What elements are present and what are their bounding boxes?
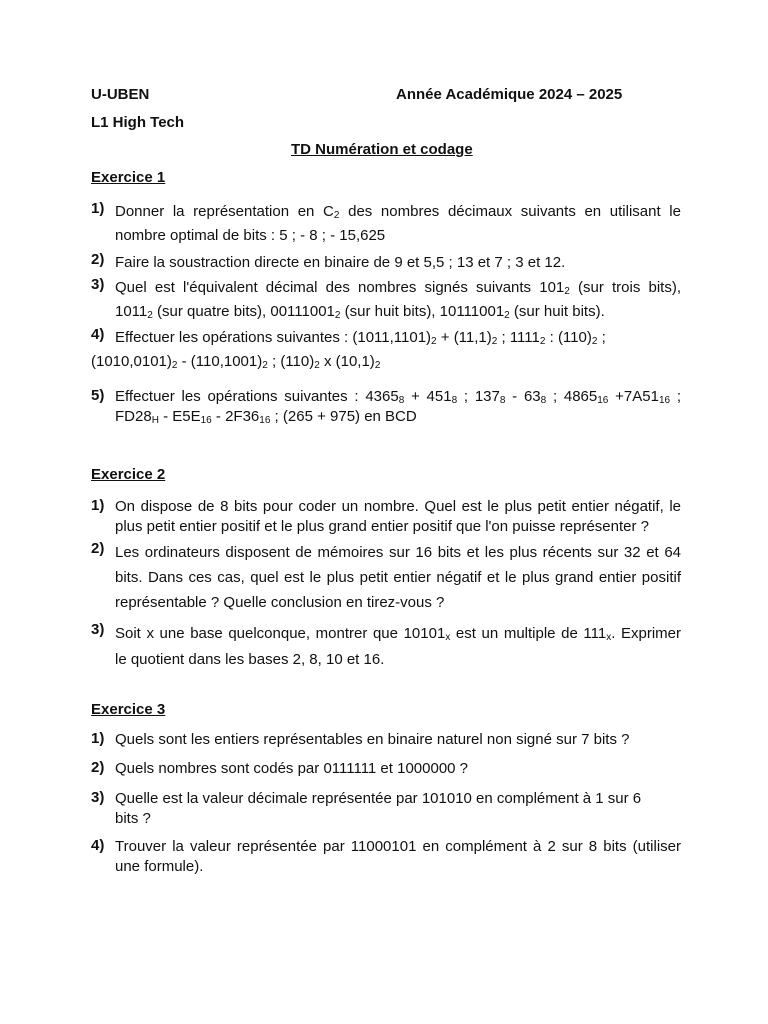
- exercise-3-item-4: [91, 837, 681, 877]
- item-number: 2): [91, 540, 105, 557]
- item-text: Quelle est la valeur décimale représentée par 101010 en complément à 1 sur 6 bits ?: [115, 790, 642, 827]
- item-number: 3): [91, 621, 105, 638]
- item-number: 2): [91, 251, 105, 268]
- item-text: Les ordinateurs disposent de mémoires sur 16 bits et les plus récents sur 32 et 64 bits. Dans ces cas, quel est le plus petit entier négatif et le plus grand entier positif représentable ? Quelle conclusion en tirez-vous ?: [115, 544, 681, 611]
- exercise-3-item-3: [91, 789, 681, 829]
- item-number: 4): [91, 837, 105, 854]
- exercise-2-item-1: [91, 497, 681, 537]
- item-text: Quels sont les entiers représentables en binaire naturel non signé sur 7 bits ?: [115, 731, 630, 748]
- exercise-1-item-4-continued: $(1010,0101)_2 - (110,1001)_2$ ; $(110)_2$ x $(10,1)_2$: [91, 353, 381, 371]
- item-number: 2): [91, 759, 105, 776]
- item-number: 1): [91, 200, 105, 217]
- item-text: Quels nombres sont codés par 0111111 et 1000000 ?: [115, 760, 469, 777]
- exercise-1-item-4: [91, 326, 681, 350]
- class-level: L1 High Tech: [91, 114, 185, 131]
- item-text: Effectuer les opérations suivantes : $4365_8 + 451_8$ ; $137_8 - 63_8$ ; $4865_{16} +7A51_{16}$ ; $FD28_H - E5E_{16} - 2F36_{16}$ ; (265 + 975) en BCD: [115, 388, 681, 426]
- exercise-1-item-2: [91, 251, 681, 275]
- item-number: 3): [91, 789, 105, 806]
- item-text: Donner la représentation en $C_2$ des nombres décimaux suivants en utilisant le nombre optimal de bits : 5 ; - 8 ; - 15,625: [115, 203, 681, 244]
- exercise-3-item-2: [91, 759, 681, 779]
- exercise-3-item-1: [91, 730, 681, 750]
- exercise-2-item-3: [91, 621, 681, 673]
- item-number: 3): [91, 276, 105, 293]
- exercise-1-item-5: [91, 387, 681, 427]
- exercise-1-item-1: [91, 200, 681, 248]
- item-text: Quel est l'équivalent décimal des nombres signés suivants $101_2$ (sur trois bits), $1011_2$ (sur quatre bits), $00111001_2$ (sur huit bits), $10111001_2$ (sur huit bits).: [115, 279, 681, 321]
- item-number: 1): [91, 730, 105, 747]
- exercise-1-item-3: [91, 276, 681, 324]
- item-number: 5): [91, 387, 105, 404]
- exercise-1-title: Exercice 1: [91, 169, 166, 186]
- exercise-3-title: Exercice 3: [91, 701, 166, 718]
- item-text: Soit x une base quelconque, montrer que $10101_x$ est un multiple de $111_x$. Exprimer le quotient dans les bases 2, 8, 10 et 16.: [115, 625, 681, 668]
- item-text: Effectuer les opérations suivantes : $(1011,1101)_2 + (11,1)_2$ ; $1111_2$ : $(110)_2$ ;: [115, 329, 606, 347]
- exercise-2-title: Exercice 2: [91, 466, 166, 483]
- item-number: 1): [91, 497, 105, 514]
- item-text: Faire la soustraction directe en binaire de 9 et 5,5 ; 13 et 7 ; 3 et 12.: [115, 254, 566, 271]
- school-name: U-UBEN: [91, 86, 150, 103]
- academic-year: Année Académique 2024 – 2025: [396, 86, 623, 103]
- item-number: 4): [91, 326, 105, 343]
- item-text: Trouver la valeur représentée par 11000101 en complément à 2 sur 8 bits (utiliser une formule).: [115, 838, 681, 875]
- item-text: On dispose de 8 bits pour coder un nombre. Quel est le plus petit entier négatif, le plus petit entier positif et le plus grand entier positif que l'on puisse représenter ?: [115, 498, 681, 535]
- document-title: TD Numération et codage: [291, 141, 473, 158]
- exercise-2-item-2: [91, 540, 681, 615]
